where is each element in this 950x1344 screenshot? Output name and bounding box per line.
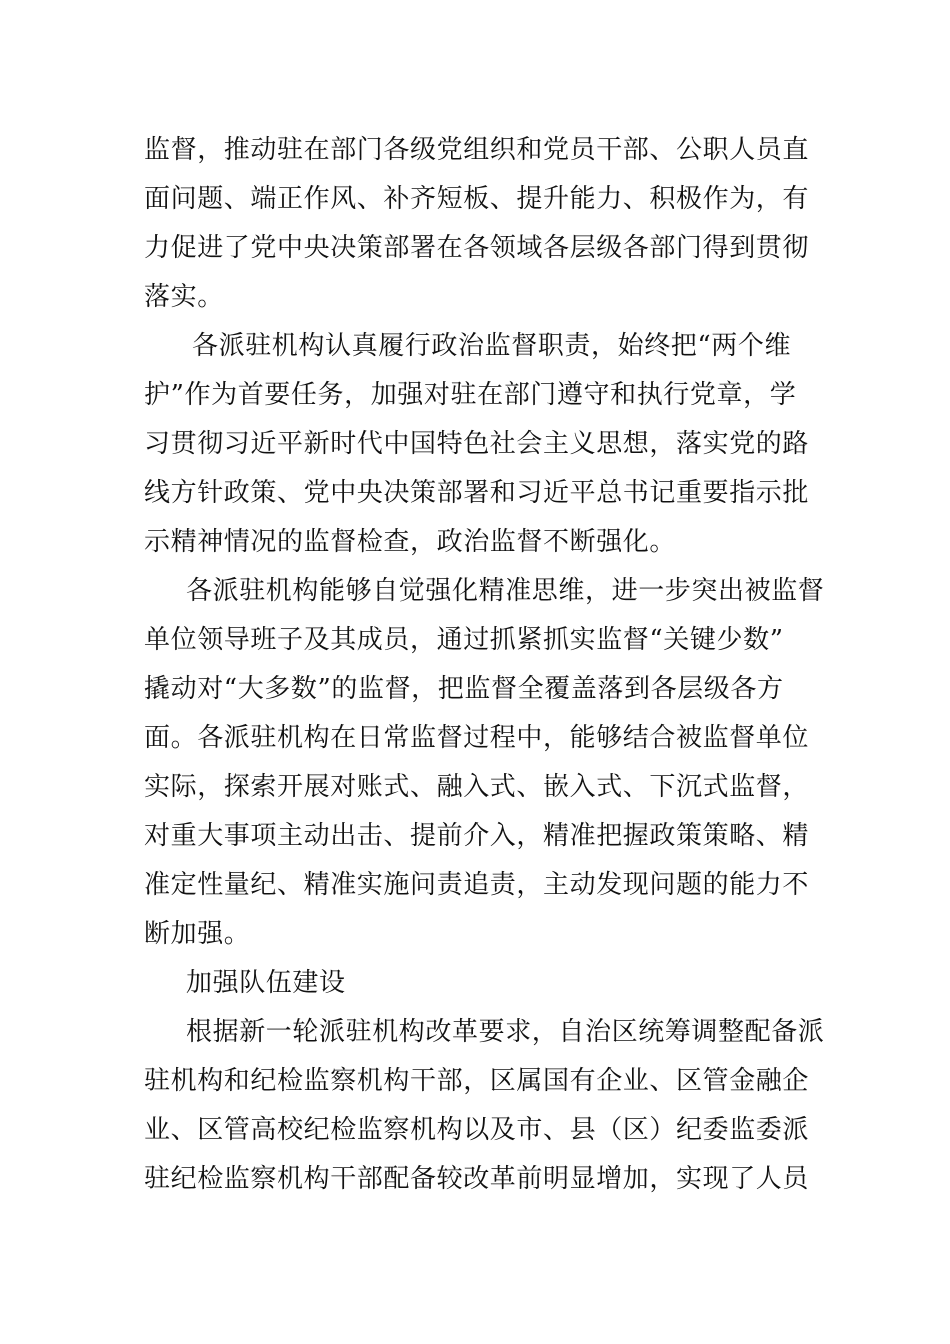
paragraph-start-line: 各派驻机构能够自觉强化精准思维，进一步突出被监督 xyxy=(186,576,825,606)
text-line: 断加强。 xyxy=(144,919,251,949)
text-line: 业、区管高校纪检监察机构以及市、县（区）纪委监委派 xyxy=(144,1115,810,1145)
text-line: 单位领导班子及其成员，通过抓紧抓实监督“关键少数” xyxy=(144,625,784,655)
text-line: 对重大事项主动出击、提前介入，精准把握政策策略、精 xyxy=(144,821,810,851)
body-text xyxy=(144,126,825,1204)
text-line: 示精神情况的监督检查，政治监督不断强化。 xyxy=(144,527,677,557)
text-line: 护”作为首要任务，加强对驻在部门遵守和执行党章，学 xyxy=(144,380,797,410)
section-heading: 加强队伍建设 xyxy=(186,968,346,998)
text-line: 撬动对“大多数”的监督，把监督全覆盖落到各层级各方 xyxy=(144,674,784,704)
text-line: 面。各派驻机构在日常监督过程中，能够结合被监督单位 xyxy=(144,723,810,753)
text-line: 习贯彻习近平新时代中国特色社会主义思想，落实党的路 xyxy=(144,429,810,459)
paragraph-start-line: 各派驻机构认真履行政治监督职责，始终把“两个维 xyxy=(192,331,792,361)
text-line: 力促进了党中央决策部署在各领域各层级各部门得到贯彻 xyxy=(144,233,810,263)
text-line: 线方针政策、党中央决策部署和习近平总书记重要指示批 xyxy=(144,478,810,508)
text-line: 落实。 xyxy=(144,282,224,312)
text-line: 实际，探索开展对账式、融入式、嵌入式、下沉式监督， xyxy=(144,772,810,802)
text-line: 面问题、端正作风、补齐短板、提升能力、积极作为，有 xyxy=(144,184,810,214)
text-line: 准定性量纪、精准实施问责追责，主动发现问题的能力不 xyxy=(144,870,810,900)
text-line: 驻机构和纪检监察机构干部，区属国有企业、区管金融企 xyxy=(144,1066,810,1096)
text-line: 监督，推动驻在部门各级党组织和党员干部、公职人员直 xyxy=(144,135,810,165)
text-line: 驻纪检监察机构干部配备较改革前明显增加，实现了人员 xyxy=(144,1164,810,1194)
paragraph-start-line: 根据新一轮派驻机构改革要求，自治区统筹调整配备派 xyxy=(186,1017,825,1047)
